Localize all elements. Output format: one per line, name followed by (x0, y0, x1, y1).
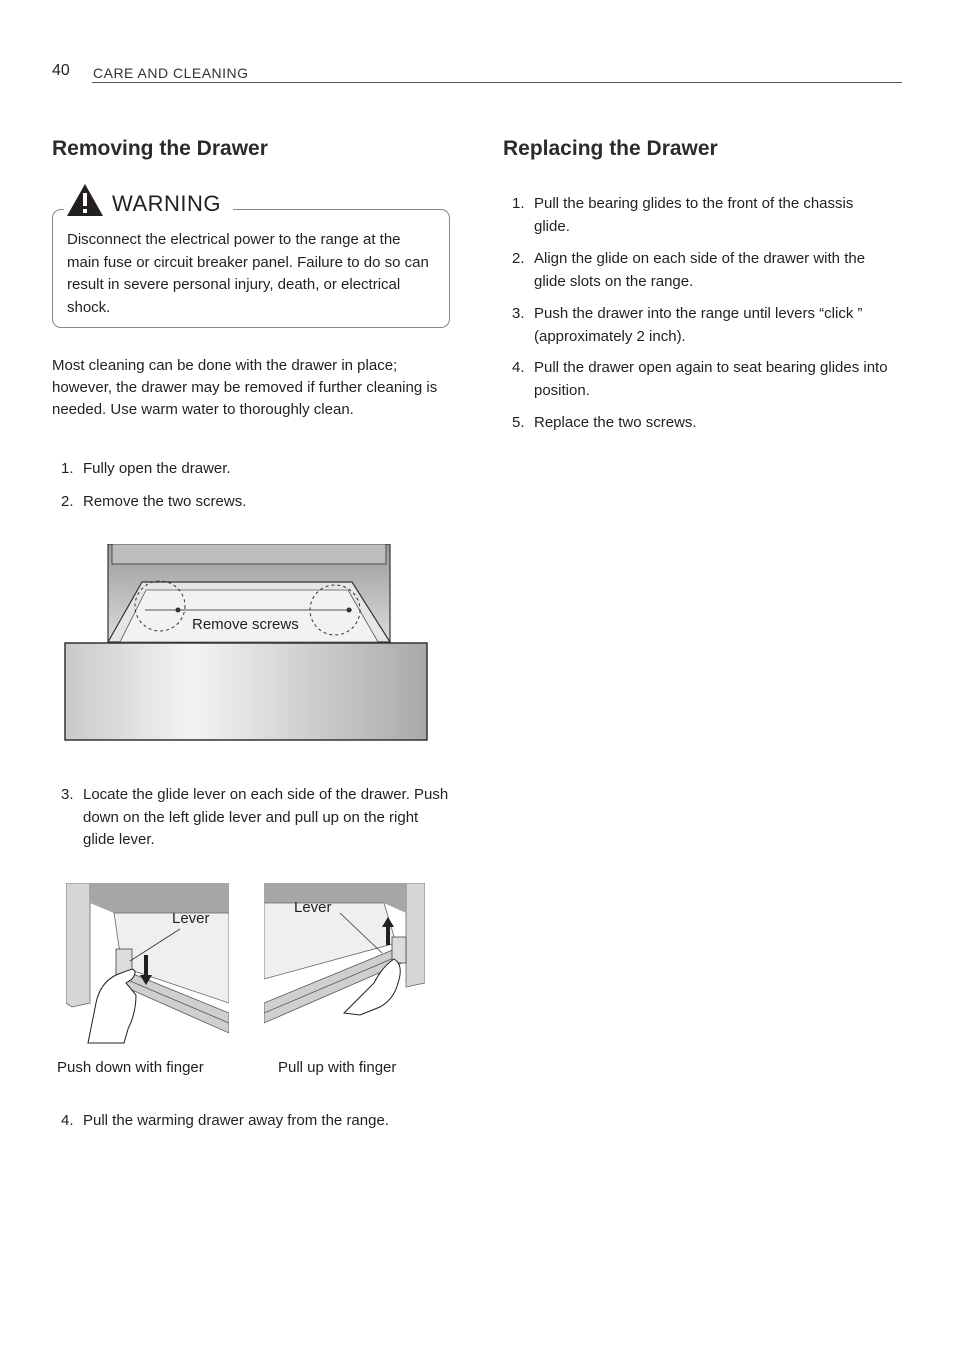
step-text: Locate the glide lever on each side of the drawer. Push down on the left glide lever and pull up on the right glide lever. (83, 786, 449, 848)
step-number: 3. (61, 786, 74, 803)
header-rule (92, 82, 902, 83)
figure3-label: Lever (294, 899, 332, 916)
figure2-caption: Push down with finger (57, 1059, 204, 1076)
right-step-2 (512, 248, 890, 293)
step-number: 1. (61, 460, 74, 477)
page-number: 40 (52, 62, 70, 79)
screw-right (347, 608, 352, 613)
lever-push-figure (66, 883, 229, 1045)
range-side-panel (66, 883, 90, 1007)
figure1-label: Remove screws (192, 616, 299, 633)
drawer-figure (62, 544, 430, 744)
removing-title: Removing the Drawer (52, 137, 268, 160)
right-step-1 (512, 193, 890, 238)
step-text: Pull the bearing glides to the front of the chassis glide. (534, 195, 854, 235)
range-top-panel (112, 544, 386, 564)
screw-left (176, 608, 181, 613)
figure3-caption: Pull up with finger (278, 1059, 397, 1076)
step-text: Pull the warming drawer away from the range. (83, 1112, 389, 1129)
step-number: 5. (512, 414, 525, 431)
step-text: Remove the two screws. (83, 493, 247, 510)
step-text: Replace the two screws. (534, 414, 697, 431)
left-step-4 (61, 1110, 451, 1133)
step-number: 1. (512, 195, 525, 212)
step-text: Push the drawer into the range until levers “click ” (approximately 2 inch). (534, 305, 863, 345)
warning-text: Disconnect the electrical power to the range at the main fuse or circuit breaker panel. Failure to do so can result in severe personal injury, death, or electrical shock. (67, 231, 429, 316)
step-number: 2. (61, 493, 74, 510)
intro-paragraph: Most cleaning can be done with the drawer in place; however, the drawer may be removed if further cleaning is needed. Use warm water to thoroughly clean. (52, 357, 438, 418)
step-number: 3. (512, 305, 525, 322)
right-step-3 (512, 303, 890, 348)
figure2-label: Lever (172, 910, 210, 927)
warning-title: WARNING (112, 191, 222, 216)
replacing-title: Replacing the Drawer (503, 137, 718, 160)
step-text: Align the glide on each side of the drawer with the glide slots on the range. (534, 250, 866, 290)
step-number: 4. (512, 359, 525, 376)
warning-heading (64, 183, 233, 217)
drawer-front (65, 643, 427, 740)
step-text: Pull the drawer open again to seat bearing glides into position. (534, 359, 888, 399)
right-step-5 (512, 412, 890, 435)
warning-triangle-icon (66, 183, 104, 217)
range-side-panel (406, 883, 425, 987)
left-step-1 (61, 458, 451, 481)
section-label: CARE AND CLEANING (93, 65, 249, 81)
lever-pull-figure (264, 883, 425, 1049)
left-step-3 (61, 784, 451, 852)
step-number: 2. (512, 250, 525, 267)
left-step-2 (61, 491, 451, 514)
step-text: Fully open the drawer. (83, 460, 231, 477)
step-number: 4. (61, 1112, 74, 1129)
right-step-4 (512, 357, 890, 402)
